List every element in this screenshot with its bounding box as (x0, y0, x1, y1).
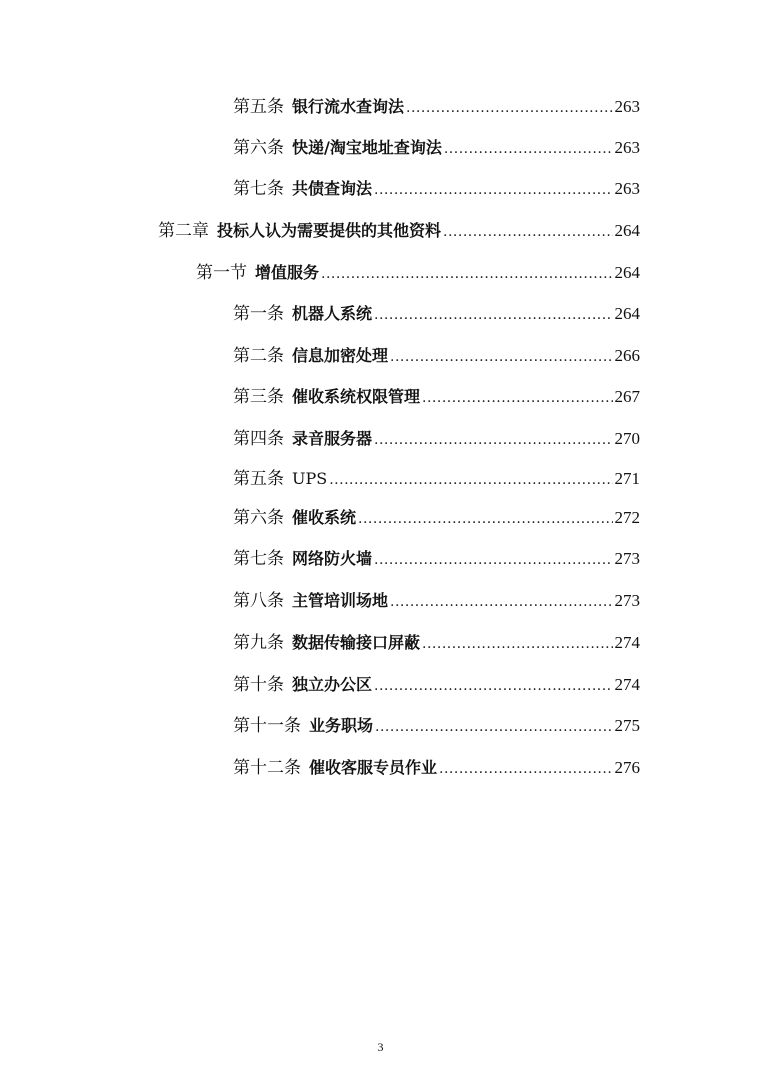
toc-entry-number: 第十条 (233, 675, 284, 695)
toc-entry-number: 第九条 (233, 633, 284, 653)
toc-entry-number: 第一条 (233, 304, 284, 324)
toc-entry-number: 第四条 (233, 429, 284, 449)
toc-entry-number: 第二章 (158, 221, 209, 241)
toc-entry-title: UPS (292, 469, 328, 488)
toc-entry-title: 银行流水查询法 (292, 97, 405, 116)
toc-entry-section[interactable] (196, 260, 640, 286)
toc-entry-page: 271 (614, 469, 640, 488)
toc-entry-page: 263 (614, 138, 640, 157)
toc-entry-number: 第七条 (233, 549, 284, 569)
toc-entry-title: 业务职场 (309, 716, 374, 735)
toc-entry-number: 第一节 (196, 263, 247, 283)
toc-leader-dots (374, 427, 612, 453)
toc-entry-page: 266 (614, 346, 640, 365)
toc-entry-number: 第七条 (233, 179, 284, 199)
toc-entry-page: 273 (614, 549, 640, 568)
toc-leader-dots (406, 95, 612, 121)
toc-leader-dots (390, 589, 612, 615)
toc-entry-page: 273 (614, 591, 640, 610)
toc-leader-dots (422, 631, 612, 657)
toc-entry[interactable] (233, 630, 640, 656)
toc-leader-dots (375, 714, 612, 740)
toc-entry-title: 信息加密处理 (292, 346, 389, 365)
toc-entry-page: 274 (614, 633, 640, 652)
toc-entry[interactable] (233, 94, 640, 120)
toc-leader-dots (374, 673, 612, 699)
toc-leader-dots (358, 506, 612, 532)
toc-entry-page: 263 (614, 179, 640, 198)
toc-entry[interactable] (233, 343, 640, 369)
toc-entry-number: 第二条 (233, 346, 284, 366)
toc-entry-title: 共债查询法 (292, 179, 373, 198)
toc-entry[interactable] (233, 755, 640, 781)
toc-entry-number: 第五条 (233, 97, 284, 117)
toc-entry-number: 第八条 (233, 591, 284, 611)
toc-entry-title: 主管培训场地 (292, 591, 389, 610)
toc-entry-page: 272 (614, 508, 640, 527)
toc-entry-number: 第十二条 (233, 758, 301, 778)
toc-entry-title: 催收客服专员作业 (309, 758, 438, 777)
toc-entry-page: 264 (614, 221, 640, 240)
toc-entry-number: 第六条 (233, 508, 284, 528)
toc-entry-title: 快递/淘宝地址查询法 (292, 138, 442, 157)
toc-leader-dots (439, 756, 612, 782)
toc-entry-number: 第五条 (233, 469, 284, 489)
toc-entry-page: 270 (614, 429, 640, 448)
toc-entry-page: 276 (614, 758, 640, 777)
toc-entry-number: 第三条 (233, 387, 284, 407)
toc-entry[interactable] (233, 384, 640, 410)
toc-entry[interactable] (233, 176, 640, 202)
toc-entry-title: 催收系统权限管理 (292, 387, 421, 406)
toc-entry-title: 催收系统 (292, 508, 357, 527)
toc-entry-page: 274 (614, 675, 640, 694)
toc-leader-dots (374, 547, 612, 573)
toc-entry[interactable] (233, 505, 640, 531)
toc-leader-dots (443, 219, 612, 245)
toc-entry-title: 机器人系统 (292, 304, 373, 323)
toc-entry-page: 267 (614, 387, 640, 406)
toc-entry-page: 264 (614, 304, 640, 323)
toc-entry-number: 第十一条 (233, 716, 301, 736)
toc-leader-dots (422, 385, 612, 411)
toc-entry-page: 264 (614, 263, 640, 282)
toc-entry-chapter[interactable] (158, 218, 640, 244)
toc-entry-title: 数据传输接口屏蔽 (292, 633, 421, 652)
toc-entry-title: 增值服务 (255, 263, 320, 282)
toc-entry[interactable] (233, 135, 640, 161)
toc-leader-dots (374, 177, 612, 203)
toc-entry[interactable] (233, 672, 640, 698)
toc-entry-title: 独立办公区 (292, 675, 373, 694)
toc-leader-dots (329, 467, 612, 493)
toc-entry[interactable] (233, 713, 640, 739)
toc-entry[interactable] (233, 466, 640, 492)
toc-entry[interactable] (233, 426, 640, 452)
toc-entry-title: 录音服务器 (292, 429, 373, 448)
page-number: 3 (377, 1040, 384, 1054)
toc-leader-dots (374, 302, 612, 328)
toc-entry[interactable] (233, 301, 640, 327)
toc-entry[interactable] (233, 588, 640, 614)
toc-entry-title: 投标人认为需要提供的其他资料 (217, 221, 442, 240)
toc-leader-dots (390, 344, 612, 370)
toc-entry-number: 第六条 (233, 138, 284, 158)
toc-entry-page: 275 (614, 716, 640, 735)
toc-entry-title: 网络防火墙 (292, 549, 373, 568)
toc-leader-dots (321, 261, 612, 287)
toc-entry[interactable] (233, 546, 640, 572)
toc-entry-page: 263 (614, 97, 640, 116)
toc-leader-dots (444, 136, 613, 162)
